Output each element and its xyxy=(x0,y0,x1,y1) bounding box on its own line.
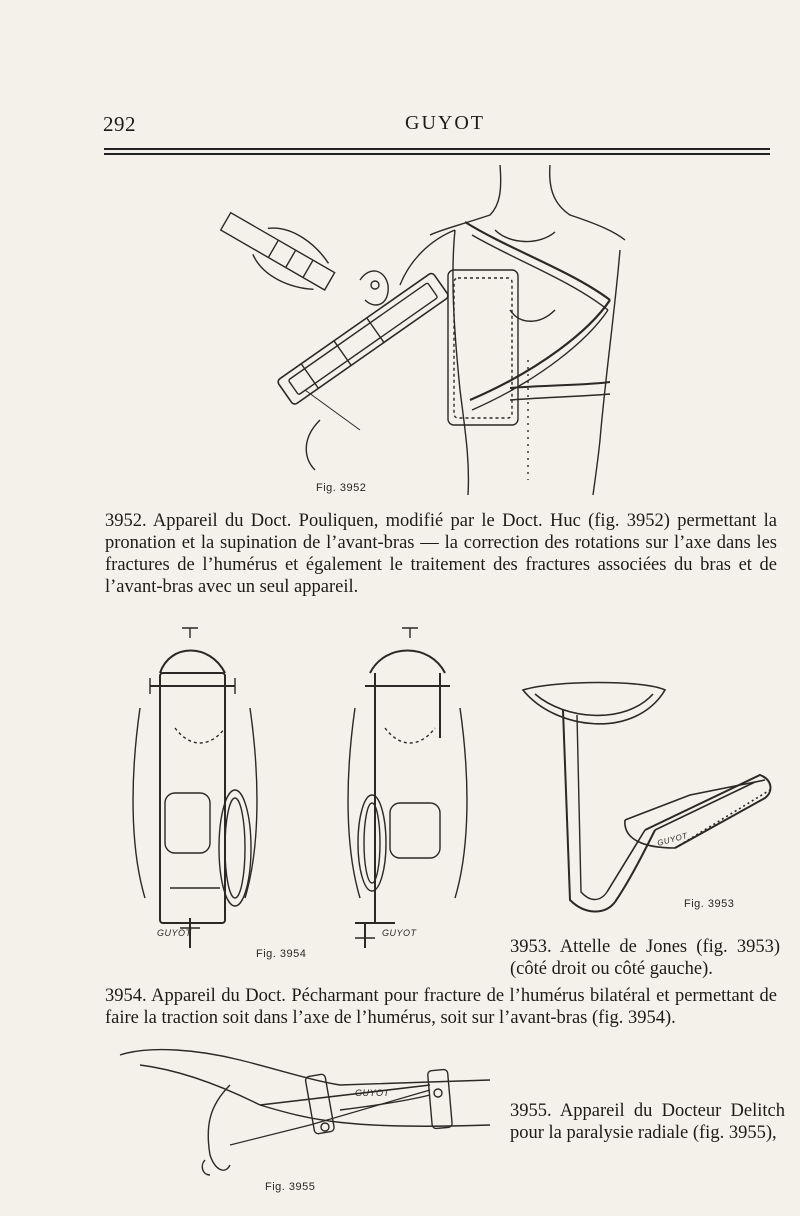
entry-3955-text: Appareil du Docteur Delitch pour la paralysie radiale (fig. 3955), xyxy=(510,1101,785,1143)
entry-3954 xyxy=(105,985,777,1029)
entry-3955-number: 3955. xyxy=(510,1101,552,1121)
figure-3954-label: Fig. 3954 xyxy=(256,948,307,960)
entry-3953 xyxy=(510,936,780,980)
figure-3952-illustration xyxy=(210,160,630,500)
entry-3954-text: Appareil du Doct. Pécharmant pour fracture de l’humérus bilatéral et permettant de faire la traction soit dans l’axe de l’humérus, soit sur l’avant-bras (fig. 3954). xyxy=(105,986,777,1028)
figure-3954-brand-right: GUYOT xyxy=(382,928,417,938)
entry-3952-number: 3952. xyxy=(105,511,147,531)
entry-3954-number: 3954. xyxy=(105,986,147,1006)
header-rule-bottom xyxy=(104,153,770,155)
running-title: GUYOT xyxy=(405,112,485,134)
figure-3954-brand-left: GUYOT xyxy=(157,928,192,938)
figure-3955-label: Fig. 3955 xyxy=(265,1181,316,1193)
entry-3952 xyxy=(105,510,777,598)
entry-3952-text: Appareil du Doct. Pouliquen, modifié par le Doct. Huc (fig. 3952) permettant la pronation et la supination de l’avant-bras — la correction des rotations sur l’axe dans les fractures de l’humérus et également le traitement des fractures associées du bras et de l’avant-bras avec un seul appareil. xyxy=(105,511,777,597)
figure-3955-illustration xyxy=(110,1035,500,1185)
figure-3954-illustration xyxy=(110,618,480,968)
entry-3953-text: Attelle de Jones (fig. 3953) (côté droit ou côté gauche). xyxy=(510,937,780,979)
header-rule-top xyxy=(104,148,770,150)
entry-3953-number: 3953. xyxy=(510,937,552,957)
figure-3953-label: Fig. 3953 xyxy=(684,898,735,910)
figure-3952-label: Fig. 3952 xyxy=(316,482,367,494)
page-number: 292 xyxy=(103,112,136,136)
figure-3953-illustration xyxy=(515,670,780,920)
figure-3953-brand: GUYOT xyxy=(656,831,689,848)
figure-3955-brand: GUYOT xyxy=(355,1088,390,1098)
entry-3955 xyxy=(510,1100,785,1144)
